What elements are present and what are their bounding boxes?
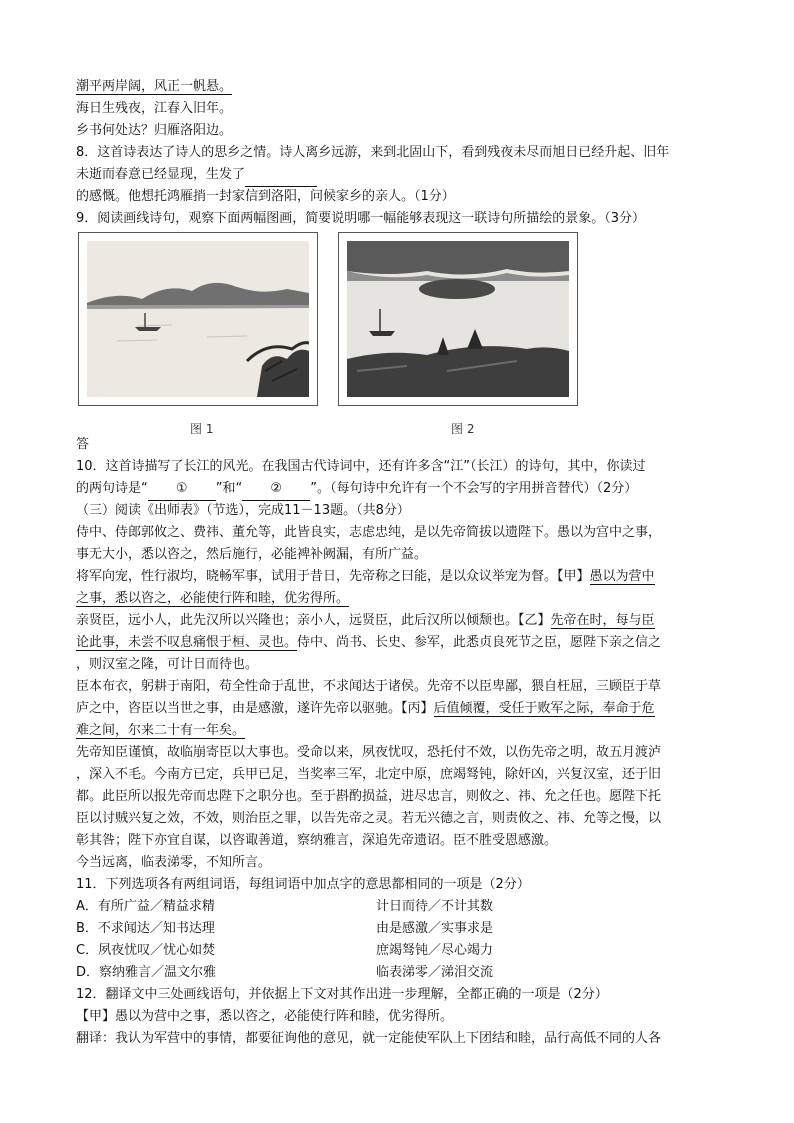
figure-1 bbox=[78, 232, 318, 406]
figure-1-caption: 图 1 bbox=[190, 422, 214, 436]
underline-jia: 愚以为营中 bbox=[589, 569, 655, 584]
q9-answer-label: 答 bbox=[76, 437, 90, 452]
q12-translation: 翻译：我认为军营中的事情，都要征询他的意见，就一定能使军队上下团结和睦，品行高低不同的人各 bbox=[76, 1031, 662, 1046]
q12-jia-sentence: 【甲】愚以为营中之事，悉以咨之，必能使行阵和睦，优劣得所。 bbox=[76, 1009, 454, 1024]
section-3-heading: （三）阅读《出师表》（节选），完成11－13题。（共8分） bbox=[76, 503, 410, 518]
passage-p1-b: 事无大小，悉以咨之，然后施行，必能裨补阙漏，有所广益。 bbox=[76, 547, 428, 562]
q8-line-2: 未逝而春意已经显现，生发了 bbox=[76, 164, 317, 187]
passage-p2-a: 将军向宠，性行淑均，晓畅军事，试用于昔日，先帝称之曰能，是以众议举宠为督。【甲】愚以为营中 bbox=[76, 569, 655, 584]
q8-line-1: 8．这首诗表达了诗人的思乡之情。诗人离乡远游，来到北固山下，看到残夜未尽而旭日已经升起、旧年 bbox=[76, 145, 670, 160]
q10-blank-1[interactable]: ① bbox=[148, 478, 216, 501]
figure-2 bbox=[338, 232, 578, 406]
q10-line-1: 10．这首诗描写了长江的风光。在我国古代诗词中，还有许多含“江”（长江）的诗句，其中，你读过 bbox=[76, 459, 646, 474]
q11-option-a[interactable]: A．有所广益／精益求精 计日而待／不计其数 bbox=[76, 899, 494, 914]
passage-p4-c: 难之间，尔来二十有一年矣。 bbox=[76, 723, 246, 738]
q9-stem: 9．阅读画线诗句，观察下面两幅图画，简要说明哪一幅能够表现这一联诗句所描绘的景象。（3分） bbox=[76, 211, 646, 226]
q10-line-2: 的两句诗是“ ① ”和“ ② ”。（每句诗中允许有一个不会写的字用拼音替代）（2分） bbox=[76, 478, 637, 501]
q8-blank[interactable] bbox=[245, 164, 317, 187]
figure-1-painting bbox=[87, 241, 309, 397]
passage-p5-d: 臣以讨贼兴复之效，不效，则治臣之罪，以告先帝之灵。若无兴德之言，则责攸之、祎、允等之慢，以 bbox=[76, 811, 662, 826]
underline-yi: 先帝在时，每与臣 bbox=[550, 613, 655, 628]
passage-p3-b: 论此事，未尝不叹息痛恨于桓、灵也。侍中、尚书、长史、参军，此悉贞良死节之臣，愿陛下亲之信之 bbox=[76, 635, 662, 650]
passage-p5-a: 先帝知臣谨慎，故临崩寄臣以大事也。受命以来，夙夜忧叹，恐托付不效，以伤先帝之明，故五月渡泸 bbox=[76, 745, 662, 760]
poem-line-3: 乡书何处达？归雁洛阳边。 bbox=[76, 123, 233, 138]
passage-p4-a: 臣本布衣，躬耕于南阳，苟全性命于乱世，不求闻达于诸侯。先帝不以臣卑鄙，猥自枉屈，三顾臣于草 bbox=[76, 679, 662, 694]
passage-p6: 今当远离，临表涕零，不知所言。 bbox=[76, 855, 272, 870]
passage-p5-b: ，深入不毛。今南方已定，兵甲已足，当奖率三军，北定中原，庶竭驽钝，除奸凶，兴复汉室，还于旧 bbox=[76, 767, 662, 782]
passage-p3-c: ，则汉室之隆，可计日而待也。 bbox=[76, 657, 259, 672]
q11-option-d[interactable]: D．察纳雅言／温文尔雅 临表涕零／涕泪交流 bbox=[76, 965, 494, 980]
poem-line-2: 海日生残夜，江春入旧年。 bbox=[76, 101, 233, 116]
q10-blank-2[interactable]: ② bbox=[242, 478, 310, 501]
passage-p3-a: 亲贤臣，远小人，此先汉所以兴隆也；亲小人，远贤臣，此后汉所以倾颓也。【乙】先帝在时，每与臣 bbox=[76, 613, 655, 628]
passage-p1-a: 侍中、侍郎郭攸之、费祎、董允等，此皆良实，志虑忠纯，是以先帝简拔以遗陛下。愚以为宫中之事， bbox=[76, 525, 662, 540]
q11-option-b[interactable]: B．不求闻达／知书达理 由是感激／实事求是 bbox=[76, 921, 494, 936]
poem-line-1: 潮平两岸阔，风正一帆悬。 bbox=[76, 79, 233, 94]
passage-p5-c: 都。此臣所以报先帝而忠陛下之职分也。至于斟酌损益，进尽忠言，则攸之、祎、允之任也。愿陛下托 bbox=[76, 789, 662, 804]
q12-stem: 12．翻译文中三处画线语句，并依据上下文对其作出进一步理解，全都正确的一项是（2分） bbox=[76, 987, 608, 1002]
passage-p2-b: 之事，悉以咨之，必能使行阵和睦，优劣得所。 bbox=[76, 591, 350, 606]
passage-p5-e: 彰其咎；陛下亦宜自谋，以咨诹善道，察纳雅言，深追先帝遗诏。臣不胜受恩感激。 bbox=[76, 833, 558, 848]
figure-2-painting bbox=[347, 241, 569, 397]
q11-option-c[interactable]: C．夙夜忧叹／忧心如焚 庶竭驽钝／尽心竭力 bbox=[76, 943, 494, 958]
q8-line-3: 的感慨。他想托鸿雁捎一封家信到洛阳，问候家乡的亲人。（1分） bbox=[76, 189, 455, 204]
q11-stem: 11．下列选项各有两组词语，每组词语中加点字的意思都相同的一项是（2分） bbox=[76, 877, 530, 892]
figure-2-caption: 图 2 bbox=[451, 422, 475, 436]
passage-p4-b: 庐之中，咨臣以当世之事，由是感激，遂许先帝以驱驰。【丙】后值倾覆，受任于败军之际，奉命于危 bbox=[76, 701, 655, 716]
underline-bing: 后值倾覆，受任于败军之际，奉命于危 bbox=[433, 701, 655, 716]
